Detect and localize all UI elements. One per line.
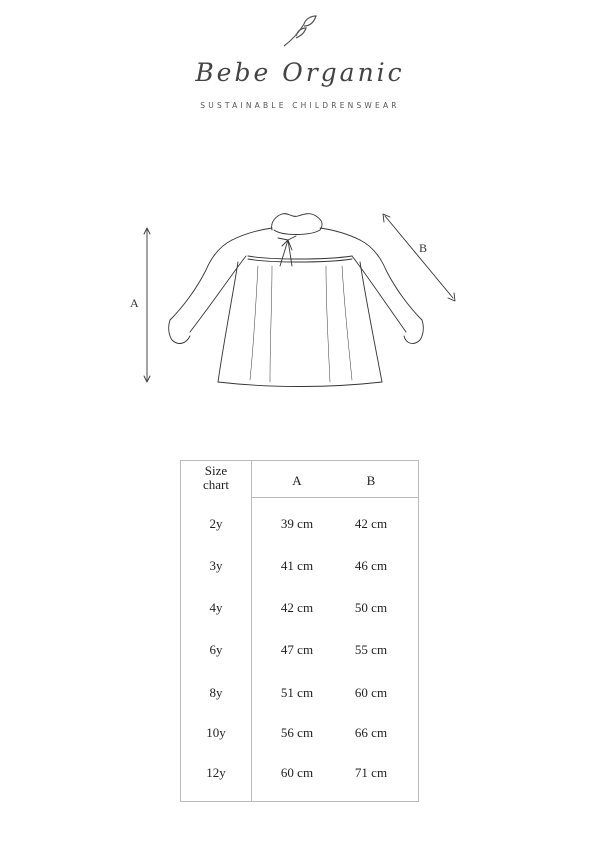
b-cell: 71 cm (354, 765, 388, 780)
b-cell: 60 cm (354, 685, 388, 700)
size-cell: 6y (209, 642, 223, 657)
b-cell: 46 cm (354, 558, 388, 573)
size-cell: 4y (209, 600, 223, 615)
a-cell: 39 cm (280, 516, 314, 531)
a-cell: 51 cm (280, 685, 314, 700)
a-cell: 42 cm (280, 600, 314, 615)
size-cell: 3y (209, 558, 223, 573)
a-cell: 47 cm (280, 642, 314, 657)
b-cell: 42 cm (354, 516, 388, 531)
a-cell: 56 cm (280, 725, 314, 740)
size-cell: 2y (209, 516, 223, 531)
dimension-a-label: A (130, 296, 139, 310)
dimension-b-label: B (419, 241, 428, 255)
header-divider (251, 497, 418, 498)
a-cell: 41 cm (280, 558, 314, 573)
column-divider (251, 461, 252, 801)
size-chart-table (180, 460, 419, 802)
blouse-illustration (120, 200, 480, 400)
column-b-header: B (366, 473, 376, 488)
b-cell: 66 cm (354, 725, 388, 740)
size-column-header (181, 464, 251, 492)
brand-name: Bebe Organic (195, 58, 405, 87)
size-cell: 10y (206, 725, 226, 740)
size-cell: 12y (206, 765, 226, 780)
size-header-line1: Size (204, 463, 228, 478)
a-cell: 60 cm (280, 765, 314, 780)
column-a-header: A (292, 473, 302, 488)
b-cell: 50 cm (354, 600, 388, 615)
brand-tagline: SUSTAINABLE CHILDRENSWEAR (200, 101, 400, 110)
leaf-logo-icon (280, 14, 320, 50)
size-cell: 8y (209, 685, 223, 700)
b-cell: 55 cm (354, 642, 388, 657)
size-header-line2: chart (203, 477, 229, 492)
